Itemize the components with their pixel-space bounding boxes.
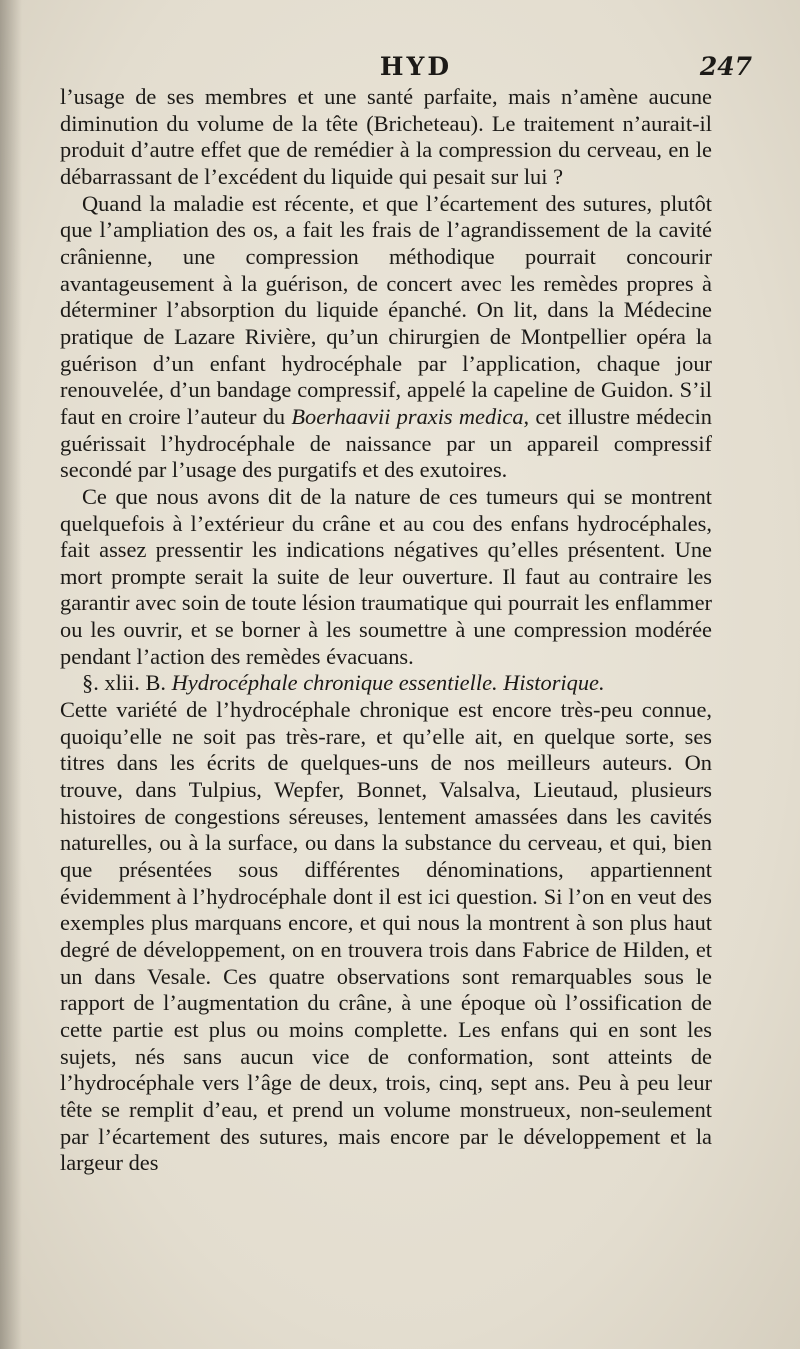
section-heading [60, 670, 712, 697]
paragraph-4: Cette variété de l’hydrocéphale chronique est encore très-peu connue, quoiqu’elle ne soit pas très-rare, et qu’elle ait, en quelque sorte, ses titres dans les écrits de quelques-uns de nos meilleurs auteurs. On trouve, dans Tulpius, Wepfer, Bonnet, Valsalva, Lieutaud, plusieurs histoires de congestions séreuses, lentement amassées dans les cavités naturelles, ou à la surface, ou dans la substance du cerveau, et qui, bien que présentées sous différentes dénominations, appartiennent évidemment à l’hydrocéphale dont il est ici question. Si l’on en veut des exemples plus marquans encore, et qui nous la montrent à son plus haut degré de développement, on en trouvera trois dans Fabrice de Hilden, et un dans Vesale. Ces quatre observations sont remarquables sous le rapport de l’augmentation du crâne, à une époque où l’ossification de cette partie est plus ou moins complette. Les enfans qui en sont les sujets, nés sans aucun vice de conformation, sont atteints de l’hydrocéphale vers l’âge de deux, trois, cinq, sept ans. Peu à peu leur tête se remplit d’eau, et prend un volume monstrueux, non-seulement par l’écartement des sutures, mais encore par le développement et la largeur des [60, 697, 712, 1176]
body-text [60, 84, 712, 1177]
section-number: §. xlii. B. [82, 670, 166, 696]
paragraph-2-part-a: Quand la maladie est récente, et que l’écartement des sutures, plutôt que l’ampliation des os, a fait les frais de l’agrandissement de la cavité crânienne, une compression méthodique pourrait concourir avantageusement à la guérison, de concert avec les remèdes propres à déterminer l’absorption du liquide épanché. On lit, dans la Médecine pratique de Lazare Rivière, qu’un chirurgien de Montpellier opéra la guérison d’un enfant hydrocéphale par l’application, chaque jour renouvelée, d’un bandage compressif, appelé la capeline de Guidon. S’il faut en croire l’auteur du [60, 190, 712, 429]
paragraph-2 [60, 191, 712, 484]
paragraph-1: l’usage de ses membres et une santé parfaite, mais n’amène aucune diminution du volume de la tête (Bricheteau). Le traitement n’aurait-il produit d’autre effet que de remédier à la compression du cerveau, en le débarrassant de l’excédent du liquide qui pesait sur lui ? [60, 84, 712, 189]
binding-shadow [0, 0, 22, 1349]
running-head: HYD [379, 52, 453, 81]
page-number: 247 [699, 52, 752, 81]
paragraph-2-part-b: , cet illustre médecin guérissait l’hydrocéphale de naissance par un appareil compressif secondé par l’usage des purgatifs et des exutoires. [60, 403, 712, 483]
paragraph-3: Ce que nous avons dit de la nature de ces tumeurs qui se montrent quelquefois à l’extérieur du crâne et au cou des enfans hydrocéphales, fait assez pressentir les indications négatives qu’elles présentent. Une mort prompte serait la suite de leur ouverture. Il faut au contraire les garantir avec soin de toute lésion traumatique qui pourrait les enflammer ou les ouvrir, et se borner à les soumettre à une compression modérée pendant l’action des remèdes évacuans. [60, 483, 712, 669]
paragraph-2-book-title: Boerhaavii praxis medica [291, 403, 524, 429]
section-title: Hydrocéphale chronique essentielle. Historique. [171, 670, 605, 696]
